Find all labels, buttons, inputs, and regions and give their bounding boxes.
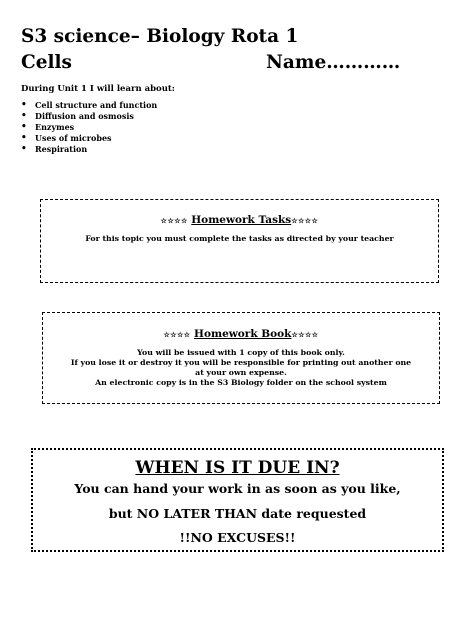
star-icon: ☆☆☆☆ [291,330,319,339]
homework-book-box [42,312,440,404]
due-title: WHEN IS IT DUE IN? [135,458,340,478]
homework-book-line: at your own expense. [195,368,287,377]
list-item: • Uses of microbes [21,133,157,144]
homework-tasks-title: Homework Tasks [191,214,292,226]
star-icon: ☆☆☆☆ [163,330,191,339]
due-line: but NO LATER THAN date requested [108,506,367,521]
due-line: You can hand your work in as soon as you like, [74,481,401,496]
homework-book-text [43,348,439,388]
star-icon: ☆☆☆☆ [160,216,188,225]
intro-text: During Unit 1 I will learn about: [21,84,175,94]
homework-tasks-box [40,199,439,283]
homework-book-heading [43,328,439,340]
page-title: S3 science– Biology Rota 1 [21,26,299,47]
list-item: • Respiration [21,144,157,155]
homework-tasks-text: For this topic you must complete the tasks as directed by your teacher [85,234,394,243]
list-item: • Diffusion and osmosis [21,111,157,122]
list-item: • Cell structure and function [21,100,157,111]
due-line: !!NO EXCUSES!! [179,530,296,545]
topic-list [21,100,157,155]
name-field-label: Name………… [266,52,401,73]
due-date-box [31,448,444,552]
homework-tasks-heading [41,214,438,226]
topic-title: Cells [21,52,72,73]
homework-book-line: If you lose it or destroy it you will be responsible for printing out another one [70,358,412,367]
list-item: • Enzymes [21,122,157,133]
homework-book-line: You will be issued with 1 copy of this book only. [137,348,345,357]
homework-book-line: An electronic copy is in the S3 Biology folder on the school system [95,378,387,387]
star-icon: ☆☆☆☆ [291,216,319,225]
homework-book-title: Homework Book [194,328,292,340]
